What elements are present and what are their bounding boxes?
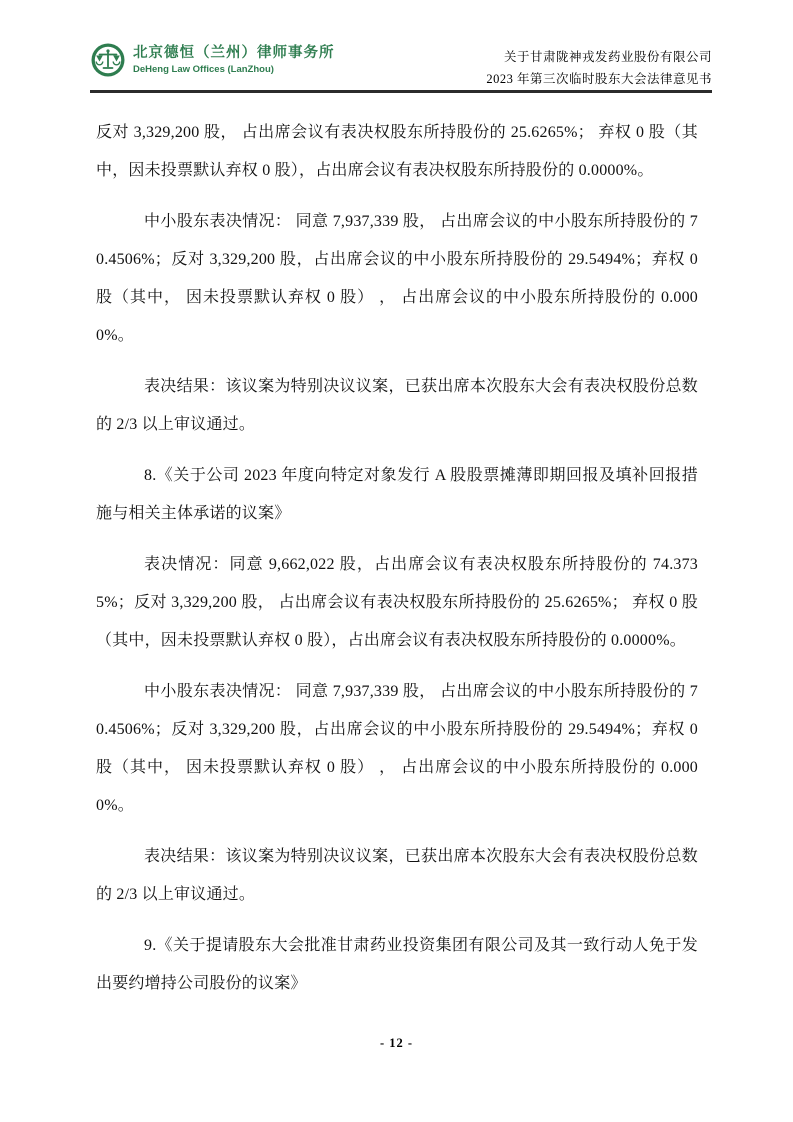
document-title [486,42,712,90]
paragraph-minority-vote-detail: 中小股东表决情况： 同意 7,937,339 股， 占出席会议的中小股东所持股份的 70.4506%；反对 3,329,200 股，占出席会议的中小股东所持股份的 29.5494%；弃权 0 股（其中， 因未投票默认弃权 0 股） ， 占出席会议的中小股东所持股份的 0.0000%。 [96,213,698,344]
page-number: - 12 - [379,1036,414,1050]
header-divider [90,90,712,93]
paragraph-vote-result: 表决结果：该议案为特别决议议案，已获出席本次股东大会有表决权股份总数的 2/3 以上审议通过。 [96,848,698,903]
firm-name-block [133,46,335,74]
document-body [96,114,698,1016]
scales-of-justice-icon [90,42,126,78]
firm-name-zh: 北京德恒（兰州）律师事务所 [133,45,335,61]
document-title-line2: 2023 年第三次临时股东大会法律意见书 [486,72,712,86]
paragraph-vote-result: 表决结果：该议案为特别决议议案，已获出席本次股东大会有表决权股份总数的 2/3 以上审议通过。 [96,378,698,433]
paragraph-minority-vote-detail: 中小股东表决情况： 同意 7,937,339 股， 占出席会议的中小股东所持股份的 70.4506%；反对 3,329,200 股，占出席会议的中小股东所持股份的 29.5494%；弃权 0 股（其中， 因未投票默认弃权 0 股） ， 占出席会议的中小股东所持股份的 0.0000%。 [96,683,698,814]
paragraph-vote-detail-continuation: 反对 3,329,200 股， 占出席会议有表决权股东所持股份的 25.6265%； 弃权 0 股（其中，因未投票默认弃权 0 股），占出席会议有表决权股东所持股份的 0.0000%。 [96,124,698,179]
firm-brand [90,42,335,78]
page-header [90,42,712,90]
paragraph-vote-detail: 表决情况：同意 9,662,022 股，占出席会议有表决权股东所持股份的 74.3735%；反对 3,329,200 股， 占出席会议有表决权股东所持股份的 25.6265%； 弃权 0 股（其中，因未投票默认弃权 0 股），占出席会议有表决权股东所持股份的 0.0000%。 [96,556,698,649]
page-footer [0,1036,793,1051]
document-title-line1: 关于甘肃陇神戎发药业股份有限公司 [503,50,712,64]
paragraph-proposal-9-title: 9.《关于提请股东大会批准甘肃药业投资集团有限公司及其一致行动人免于发出要约增持公司股份的议案》 [96,937,698,992]
firm-name-en: DeHeng Law Offices (LanZhou) [133,63,274,75]
paragraph-proposal-8-title: 8.《关于公司 2023 年度向特定对象发行 A 股股票摊薄即期回报及填补回报措施与相关主体承诺的议案》 [96,467,698,522]
